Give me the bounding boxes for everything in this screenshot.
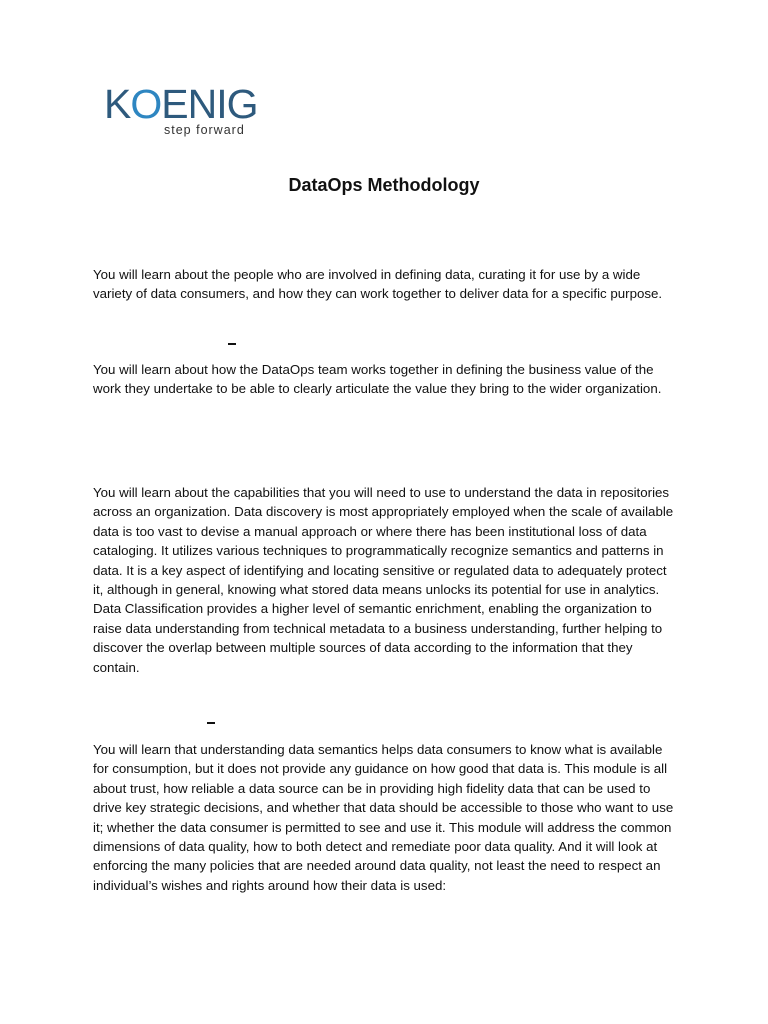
logo-letters-rest: ENIG	[161, 81, 258, 127]
logo-letter-o: O	[130, 81, 162, 127]
dash-mark	[207, 722, 215, 724]
paragraph-4: You will learn that understanding data semantics helps data consumers to know what is available for consumption, but it does not provide any guidance on how good that data is. This module is all about trust, how reliable a data source can be in providing high fidelity data that can be used to drive key strategic decisions, and whether that data should be accessible to those who want to use it; whether the data consumer is permitted to see and use it. This module will address the common dimensions of data quality, how to both detect and remediate poor data quality. And it will look at enforcing the many policies that are needed around data quality, not least the need to respect an individual’s wishes and rights around how their data is used:	[93, 742, 674, 893]
document-title: DataOps Methodology	[288, 175, 480, 195]
paragraph-1: You will learn about the people who are involved in defining data, curating it for use by a wide variety of data consumers, and how they can work together to deliver data for a specific purpose.	[93, 267, 663, 302]
dash-mark	[228, 343, 236, 345]
logo-letter-k: K	[104, 81, 131, 127]
logo-wordmark	[104, 82, 258, 126]
logo-tagline: step forward	[164, 123, 245, 137]
paragraph-2: You will learn about how the DataOps team works together in defining the business value of the work they undertake to be able to clearly articulate the value they bring to the wider organization.	[93, 362, 662, 397]
paragraph-3: You will learn about the capabilities that you will need to use to understand the data in repositories across an organization. Data discovery is most appropriately employed when the scale of available data is too vast to devise a manual approach or where there has been institutional loss of data cataloging. It utilizes various techniques to programmatically recognize semantics and patterns in data. It is a key aspect of identifying and locating sensitive or regulated data to adequately protect it, although in general, knowing what stored data means unlocks its potential for use in analytics. Data Classification provides a higher level of semantic enrichment, enabling the organization to raise data understanding from technical metadata to a business understanding, further helping to discover the overlap between multiple sources of data according to the information that they contain.	[93, 485, 674, 675]
koenig-logo	[104, 82, 274, 142]
